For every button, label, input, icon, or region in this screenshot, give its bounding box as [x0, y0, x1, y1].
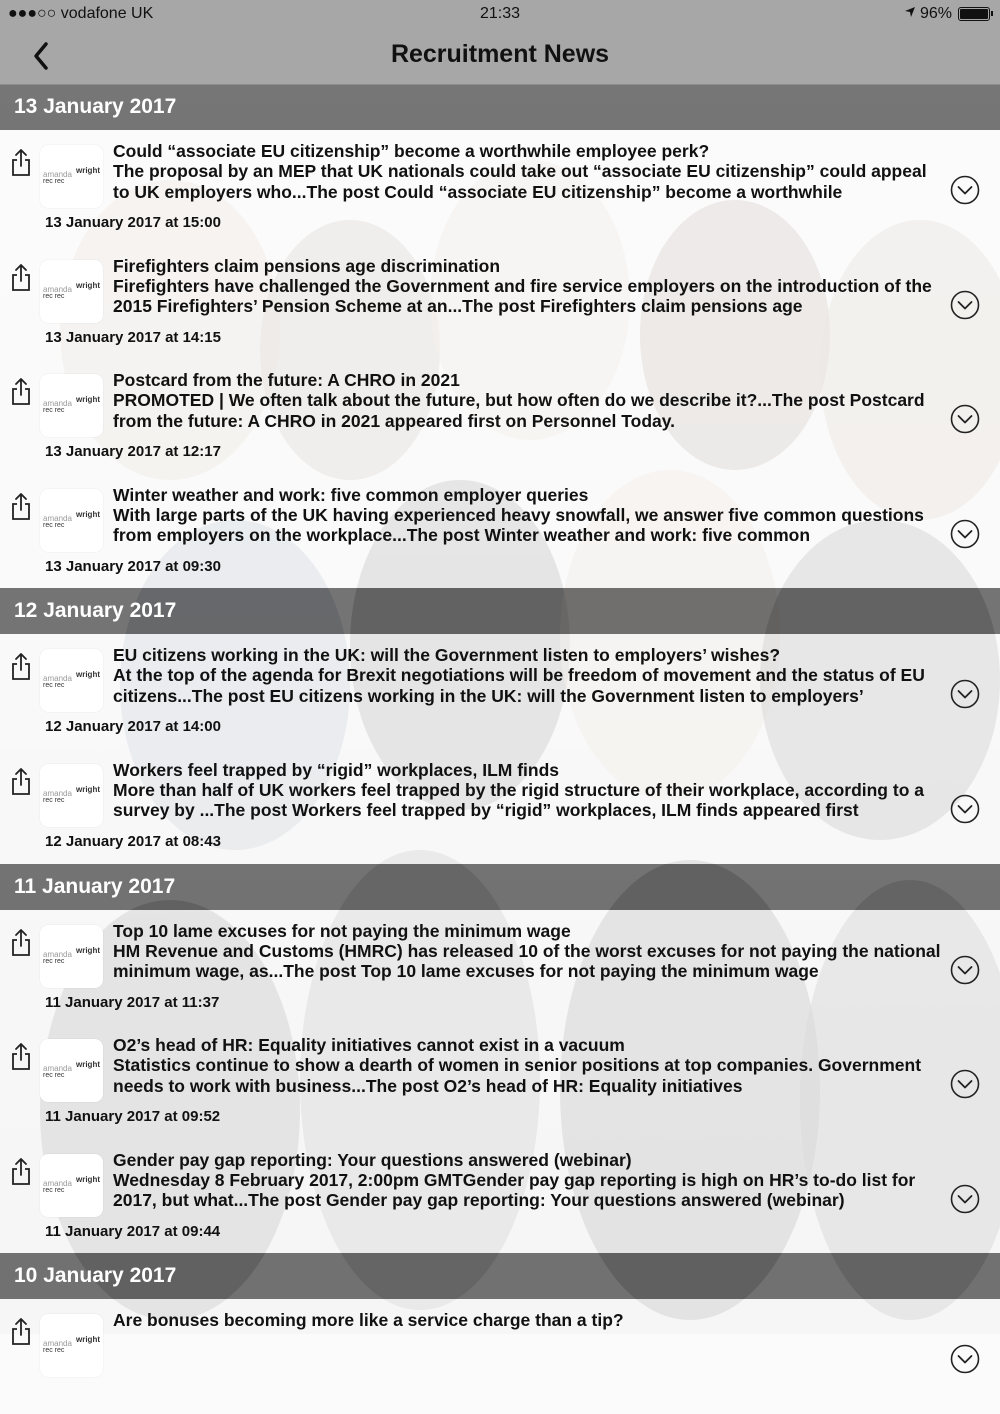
news-timestamp: 12 January 2017 at 08:43 [45, 832, 221, 850]
section-header: 11 January 2017 [0, 864, 1000, 910]
clock: 21:33 [479, 5, 521, 22]
expand-chevron-icon[interactable] [950, 1344, 980, 1374]
news-description: Firefighters have challenged the Government and fire service employers on the introduction of the 2015 Firefighters’ Pension Scheme at an...The post Firefighters claim pensions age [113, 275, 932, 317]
news-description: At the top of the agenda for Brexit negotiations will be freedom of movement and the status of EU citizens...The post EU citizens working in the UK: will the Government listen to employers’ [113, 665, 925, 706]
share-icon[interactable] [9, 652, 33, 682]
logo-sub: rec rec [43, 796, 65, 804]
section-header: 12 January 2017 [0, 588, 1000, 634]
logo-brand-left: amanda [43, 1178, 72, 1188]
news-item[interactable] [0, 359, 1000, 474]
source-logo [40, 374, 103, 437]
logo-brand-right: wright [76, 1335, 100, 1345]
logo-brand-right: wright [76, 1174, 100, 1184]
news-timestamp: 11 January 2017 at 11:37 [45, 993, 220, 1011]
news-item[interactable] [0, 910, 1000, 1025]
logo-sub: rec rec [43, 1072, 65, 1080]
source-logo [40, 764, 103, 827]
news-description: More than half of UK workers feel trapped by the rigid structure of their workplace, according to a survey by ...The post Workers feel trapped by “rigid” workplaces, ILM finds appeared first [113, 779, 924, 821]
news-title[interactable]: O2’s head of HR: Equality initiatives cannot exist in a vacuum [113, 1035, 625, 1056]
news-title[interactable]: Could “associate EU citizenship” become a worthwhile employee perk? [113, 141, 710, 161]
news-title[interactable]: Are bonuses becoming more like a service charge than a tip? [113, 1310, 624, 1331]
section-header: 13 January 2017 [0, 84, 1000, 130]
news-timestamp: 12 January 2017 at 14:00 [45, 718, 221, 736]
battery-percent: 96% [919, 5, 952, 22]
logo-brand-left: amanda [43, 284, 72, 294]
logo-brand-left: amanda [43, 949, 72, 959]
news-timestamp: 13 January 2017 at 12:17 [45, 443, 221, 461]
news-description [113, 1330, 943, 1371]
logo-brand-right: wright [76, 670, 100, 680]
nav-bar [0, 28, 1000, 85]
news-description: The proposal by an MEP that UK nationals could take out “associate EU citizenship” could appeal to UK employers who...The post Could “associate EU citizenship” become a worthwhile [113, 161, 927, 202]
share-icon[interactable] [9, 492, 33, 522]
news-title[interactable]: Top 10 lame excuses for not paying the minimum wage [113, 920, 571, 941]
share-icon[interactable] [9, 148, 33, 178]
logo-sub: rec rec [43, 178, 65, 185]
news-description: Statistics continue to show a dearth of women in senior positions at top companies. Government needs to work with business...The post O2’s head of HR: Equality initiatives [113, 1055, 922, 1096]
news-description: PROMOTED | We often talk about the future, but how often do we describe it?...The post Postcard from the future: A CHRO in 2021 appeared first on Personnel Today. [113, 390, 925, 431]
news-timestamp: 11 January 2017 at 09:52 [45, 1108, 221, 1126]
news-timestamp: 13 January 2017 at 14:15 [45, 328, 221, 346]
source-logo [40, 260, 103, 323]
source-logo [40, 1314, 103, 1377]
news-item[interactable] [0, 130, 1000, 245]
news-title[interactable]: EU citizens working in the UK: will the Government listen to employers’ wishes? [113, 645, 781, 666]
news-timestamp: 13 January 2017 at 09:30 [45, 557, 221, 575]
source-logo [40, 649, 103, 712]
expand-chevron-icon[interactable] [950, 1069, 980, 1099]
news-description: With large parts of the UK having experienced heavy snowfall, we answer five common questions from employers on the workplace...The post Winter weather and work: five common [113, 504, 924, 546]
logo-brand-right: wright [76, 280, 100, 290]
share-icon[interactable] [9, 1042, 33, 1072]
expand-chevron-icon[interactable] [950, 1184, 980, 1214]
source-logo [40, 925, 103, 988]
logo-sub: rec rec [43, 521, 65, 529]
news-item[interactable] [0, 749, 1000, 864]
logo-brand-left: amanda [43, 1064, 72, 1074]
status-bar [0, 0, 1000, 28]
battery-icon [958, 7, 990, 21]
location-arrow-icon [904, 5, 916, 23]
expand-chevron-icon[interactable] [950, 679, 980, 709]
news-timestamp: 11 January 2017 at 09:44 [45, 1222, 221, 1240]
news-title[interactable]: Winter weather and work: five common employer queries [113, 484, 589, 505]
expand-chevron-icon[interactable] [950, 794, 980, 824]
logo-brand-left: amanda [43, 170, 72, 179]
source-logo [40, 1154, 103, 1217]
status-right [904, 5, 990, 23]
source-logo [40, 1039, 103, 1102]
logo-brand-left: amanda [43, 788, 72, 798]
share-icon[interactable] [9, 1157, 33, 1187]
share-icon[interactable] [9, 928, 33, 958]
share-icon[interactable] [9, 263, 33, 293]
news-timestamp: 13 January 2017 at 15:00 [45, 214, 221, 231]
logo-brand-right: wright [76, 509, 100, 519]
news-description: Wednesday 8 February 2017, 2:00pm GMTGender pay gap reporting is high on HR’s to-do list for 2017, but what...The post Gender pay gap reporting: Your questions answered (webinar) [113, 1169, 916, 1211]
news-title[interactable]: Postcard from the future: A CHRO in 2021 [113, 370, 460, 391]
news-title[interactable]: Firefighters claim pensions age discrimination [113, 255, 501, 276]
logo-sub: rec rec [43, 292, 65, 300]
news-item[interactable] [0, 1024, 1000, 1139]
news-list [0, 84, 1000, 1414]
logo-brand-right: wright [76, 166, 100, 175]
news-title[interactable]: Workers feel trapped by “rigid” workplaces, ILM finds [113, 759, 560, 780]
news-item[interactable] [0, 245, 1000, 360]
section-header: 10 January 2017 [0, 1253, 1000, 1299]
expand-chevron-icon[interactable] [950, 290, 980, 320]
logo-brand-left: amanda [43, 399, 72, 409]
logo-sub: rec rec [43, 1347, 65, 1355]
logo-brand-right: wright [76, 784, 100, 794]
share-icon[interactable] [9, 377, 33, 407]
logo-brand-left: amanda [43, 513, 72, 523]
share-icon[interactable] [9, 767, 33, 797]
news-item[interactable] [0, 634, 1000, 749]
expand-chevron-icon[interactable] [950, 955, 980, 985]
source-logo [40, 489, 103, 552]
news-item[interactable] [0, 1139, 1000, 1254]
news-item[interactable] [0, 1299, 1000, 1414]
expand-chevron-icon[interactable] [950, 175, 980, 205]
logo-brand-left: amanda [43, 674, 72, 684]
logo-brand-left: amanda [43, 1339, 72, 1349]
news-item[interactable] [0, 474, 1000, 589]
share-icon[interactable] [9, 1317, 33, 1347]
logo-brand-right: wright [76, 1060, 100, 1070]
carrier-signal: ●●●○○ vodafone UK [8, 5, 154, 22]
logo-brand-right: wright [76, 395, 100, 405]
expand-chevron-icon[interactable] [950, 519, 980, 549]
expand-chevron-icon[interactable] [950, 404, 980, 434]
logo-sub: rec rec [43, 407, 65, 415]
logo-brand-right: wright [76, 945, 100, 955]
news-description: HM Revenue and Customs (HMRC) has released 10 of the worst excuses for not paying the national minimum wage, as...The post Top 10 lame excuses for not paying the minimum wage [113, 940, 941, 982]
logo-sub: rec rec [43, 957, 65, 965]
logo-sub: rec rec [43, 1186, 65, 1194]
page-title: Recruitment News [390, 40, 610, 68]
logo-sub: rec rec [43, 682, 65, 690]
source-logo [40, 145, 103, 208]
news-title[interactable]: Gender pay gap reporting: Your questions answered (webinar) [113, 1149, 632, 1170]
